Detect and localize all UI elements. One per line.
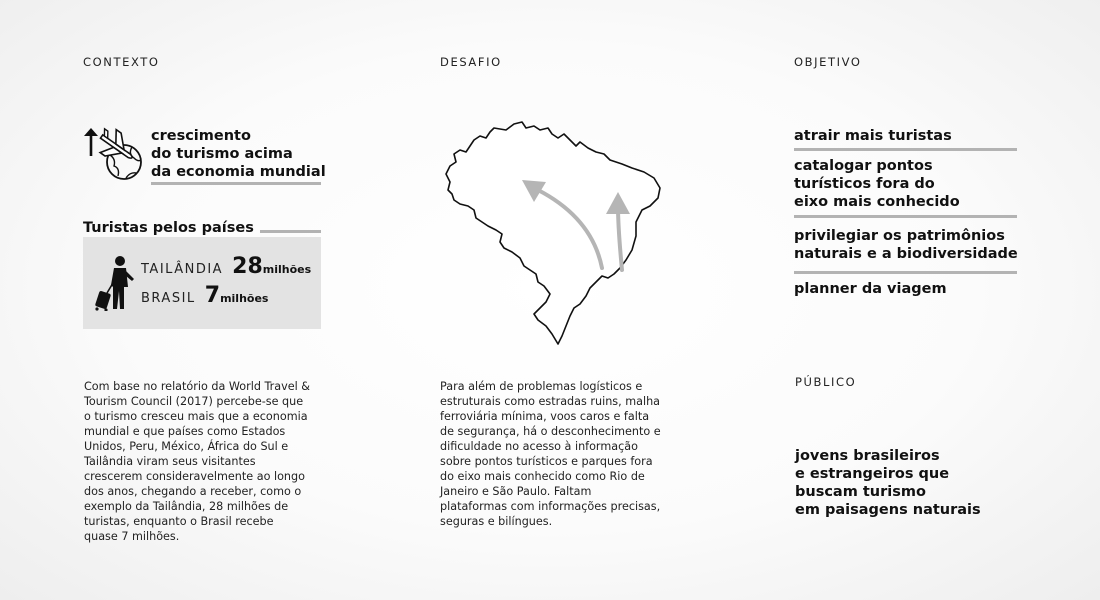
contexto-paragraph	[84, 379, 334, 544]
audience-line: buscam turismo	[795, 484, 926, 500]
divider	[260, 230, 321, 233]
objective-item	[794, 280, 947, 298]
traveler-icon	[91, 255, 135, 311]
paragraph-line: Unidos, Peru, México, África do Sul e	[84, 440, 289, 453]
audience-line: em paisagens naturais	[795, 502, 981, 518]
objetivo-label: OBJETIVO	[794, 55, 862, 69]
objective-line: catalogar pontos	[794, 158, 933, 174]
paragraph-line: Tourism Council (2017) percebe-se que	[84, 395, 304, 408]
stat-brazil	[141, 283, 268, 308]
tourists-heading: Turistas pelos países	[83, 220, 254, 236]
objective-item	[794, 227, 1018, 263]
paragraph-line: crescerem consideravelmente ao longo	[84, 470, 305, 483]
paragraph-line: Para além de problemas logísticos e	[440, 380, 643, 393]
stat-number: 7	[204, 283, 221, 308]
paragraph-line: dificuldade no acesso à informação	[440, 440, 638, 453]
growth-statement	[151, 127, 326, 181]
paragraph-line: de segurança, há o desconhecimento e	[440, 425, 661, 438]
audience-line: e estrangeiros que	[795, 466, 950, 482]
stat-country: BRASIL	[141, 291, 196, 306]
objective-line: atrair mais turistas	[794, 128, 952, 144]
paragraph-line: sobre pontos turísticos e parques fora	[440, 455, 653, 468]
paragraph-line: dos anos, chegando a receber, como o	[84, 485, 302, 498]
paragraph-line: mundial e que países como Estados	[84, 425, 286, 438]
paragraph-line: Janeiro e São Paulo. Faltam	[440, 485, 592, 498]
audience-line: jovens brasileiros	[795, 448, 940, 464]
divider	[794, 148, 1017, 151]
growth-line: crescimento	[151, 128, 251, 144]
target-audience	[795, 447, 981, 519]
paragraph-line: Tailândia viram seus visitantes	[84, 455, 256, 468]
objective-line: naturais e a biodiversidade	[794, 246, 1018, 262]
desafio-paragraph	[440, 379, 690, 529]
stat-country: TAILÂNDIA	[141, 262, 224, 277]
stat-unit: milhões	[262, 263, 312, 276]
publico-label: PÚBLICO	[795, 375, 857, 389]
divider	[794, 215, 1017, 218]
paragraph-line: turistas, enquanto o Brasil recebe	[84, 515, 274, 528]
paragraph-line: do eixo mais conhecido como Rio de	[440, 470, 645, 483]
paragraph-line: Com base no relatório da World Travel &	[84, 380, 311, 393]
divider	[794, 271, 1017, 274]
tourism-growth-icon	[80, 126, 146, 182]
paragraph-line: plataformas com informações precisas,	[440, 500, 661, 513]
objective-item	[794, 157, 960, 211]
paragraph-line: quase 7 milhões.	[84, 530, 180, 543]
paragraph-line: ferroviária mínima, voos caros e falta	[440, 410, 650, 423]
objective-line: planner da viagem	[794, 281, 947, 297]
desafio-label: DESAFIO	[440, 55, 502, 69]
tourists-stats-box	[83, 237, 321, 329]
growth-line: da economia mundial	[151, 164, 326, 180]
stat-thailand	[141, 254, 311, 279]
paragraph-line: seguras e bilíngues.	[440, 515, 553, 528]
brazil-map-icon	[440, 118, 666, 346]
objective-line: turísticos fora do	[794, 176, 935, 192]
contexto-label: CONTEXTO	[83, 55, 160, 69]
stat-number: 28	[232, 254, 263, 279]
stat-unit: milhões	[220, 292, 269, 305]
paragraph-line: exemplo da Tailândia, 28 milhões de	[84, 500, 289, 513]
divider	[151, 182, 321, 185]
growth-line: do turismo acima	[151, 146, 293, 162]
paragraph-line: o turismo cresceu mais que a economia	[84, 410, 308, 423]
objective-item	[794, 127, 952, 145]
paragraph-line: estruturais como estradas ruins, malha	[440, 395, 661, 408]
objective-line: privilegiar os patrimônios	[794, 228, 1005, 244]
objective-line: eixo mais conhecido	[794, 194, 960, 210]
